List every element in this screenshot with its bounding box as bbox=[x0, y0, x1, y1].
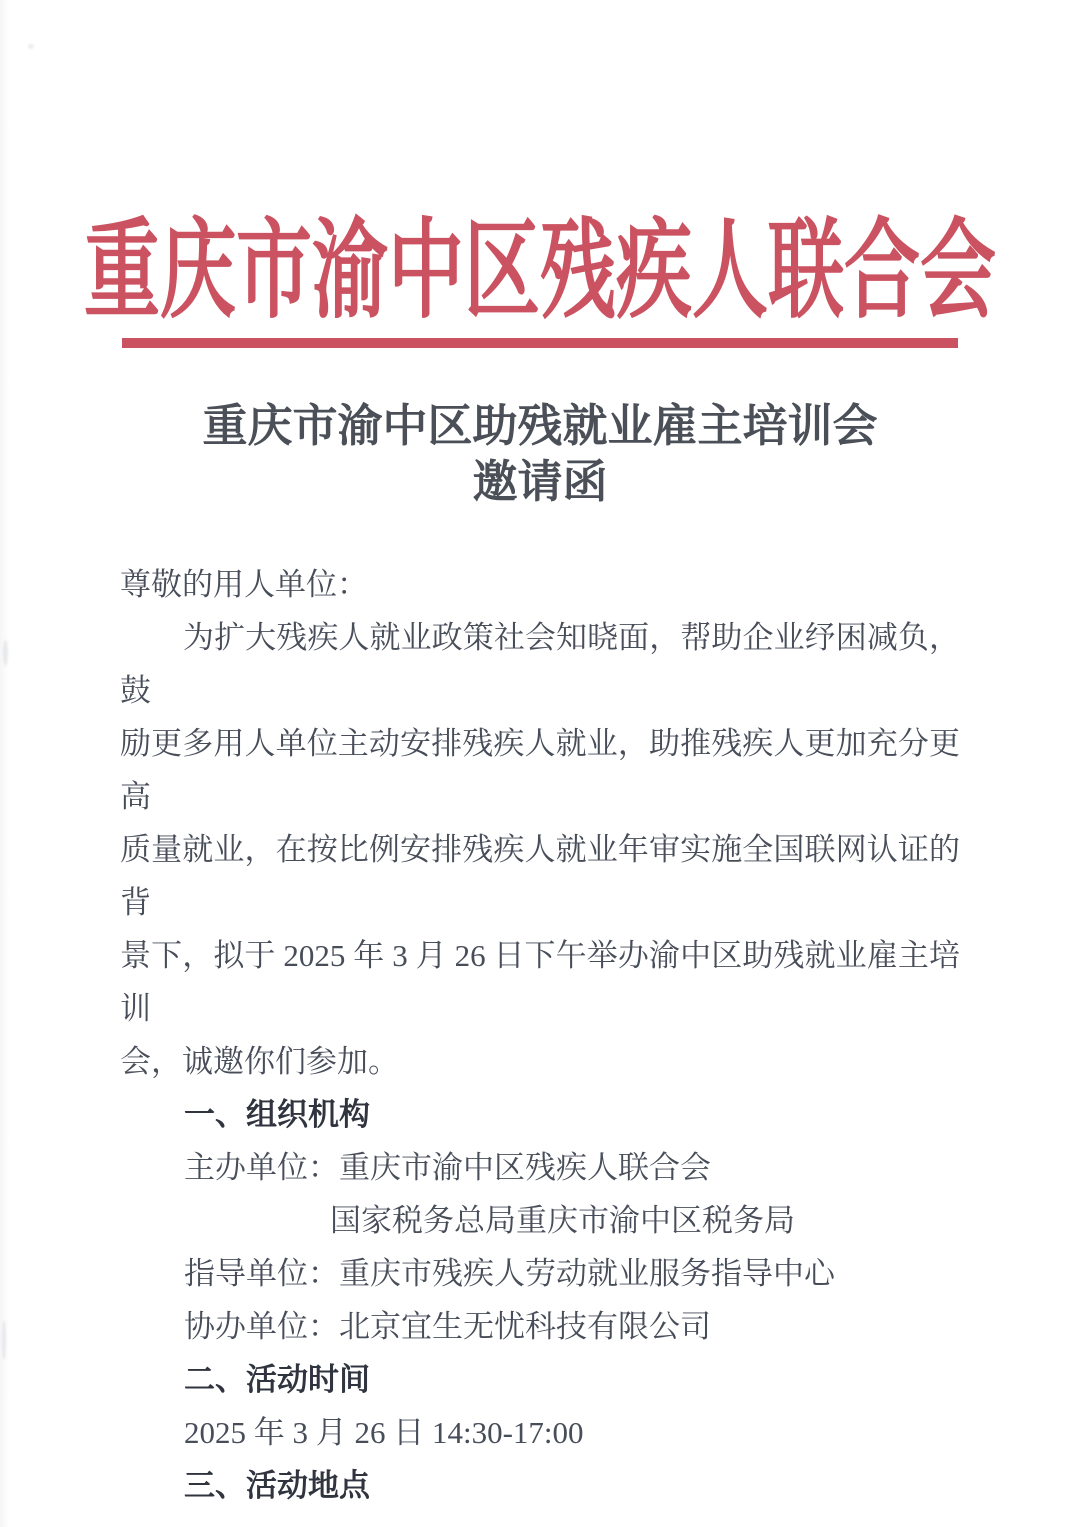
host-unit-value-1: 重庆市渝中区残疾人联合会 bbox=[339, 1150, 711, 1185]
paragraph-line-1: 为扩大残疾人就业政策社会知晓面，帮助企业纾困减负，鼓 bbox=[120, 620, 960, 708]
document-title-line1: 重庆市渝中区助残就业雇主培训会 bbox=[202, 401, 878, 451]
host-unit-label: 主办单位： bbox=[184, 1150, 339, 1185]
salutation: 尊敬的用人单位： bbox=[120, 567, 368, 602]
guide-unit-value: 重庆市残疾人劳动就业服务指导中心 bbox=[339, 1256, 835, 1291]
co-organizer-value: 北京宜生无忧科技有限公司 bbox=[339, 1309, 711, 1344]
paragraph-line-4: 景下，拟于 2025 年 3 月 26 日下午举办渝中区助残就业雇主培训 bbox=[120, 938, 960, 1026]
host-unit-line bbox=[120, 1141, 960, 1194]
scan-artifact bbox=[28, 44, 34, 49]
scan-artifact bbox=[2, 1320, 6, 1360]
co-organizer-label: 协办单位： bbox=[184, 1309, 339, 1344]
paragraph-line-2: 励更多用人单位主动安排残疾人就业，助推残疾人更加充分更高 bbox=[120, 726, 960, 814]
document-title-line2: 邀请函 bbox=[472, 457, 608, 507]
scan-artifact bbox=[3, 640, 8, 666]
host-unit-value-2: 国家税务总局重庆市渝中区税务局 bbox=[330, 1203, 795, 1238]
event-time: 2025 年 3 月 26 日 14:30-17:00 bbox=[184, 1415, 584, 1450]
letterhead-title: 重庆市渝中区残疾人联合会 bbox=[84, 212, 996, 332]
section-heading-time: 二、活动时间 bbox=[184, 1362, 370, 1397]
guide-unit-label: 指导单位： bbox=[184, 1256, 339, 1291]
paragraph-line-3: 质量就业，在按比例安排残疾人就业年审实施全国联网认证的背 bbox=[120, 832, 960, 920]
paragraph-line-5: 会，诚邀你们参加。 bbox=[120, 1044, 399, 1079]
section-heading-organization: 一、组织机构 bbox=[184, 1097, 370, 1132]
document-body bbox=[120, 558, 960, 1512]
guide-unit-line bbox=[120, 1247, 960, 1300]
section-heading-location: 三、活动地点 bbox=[184, 1468, 370, 1503]
letterhead-underline bbox=[122, 338, 958, 348]
co-organizer-line bbox=[120, 1300, 960, 1353]
